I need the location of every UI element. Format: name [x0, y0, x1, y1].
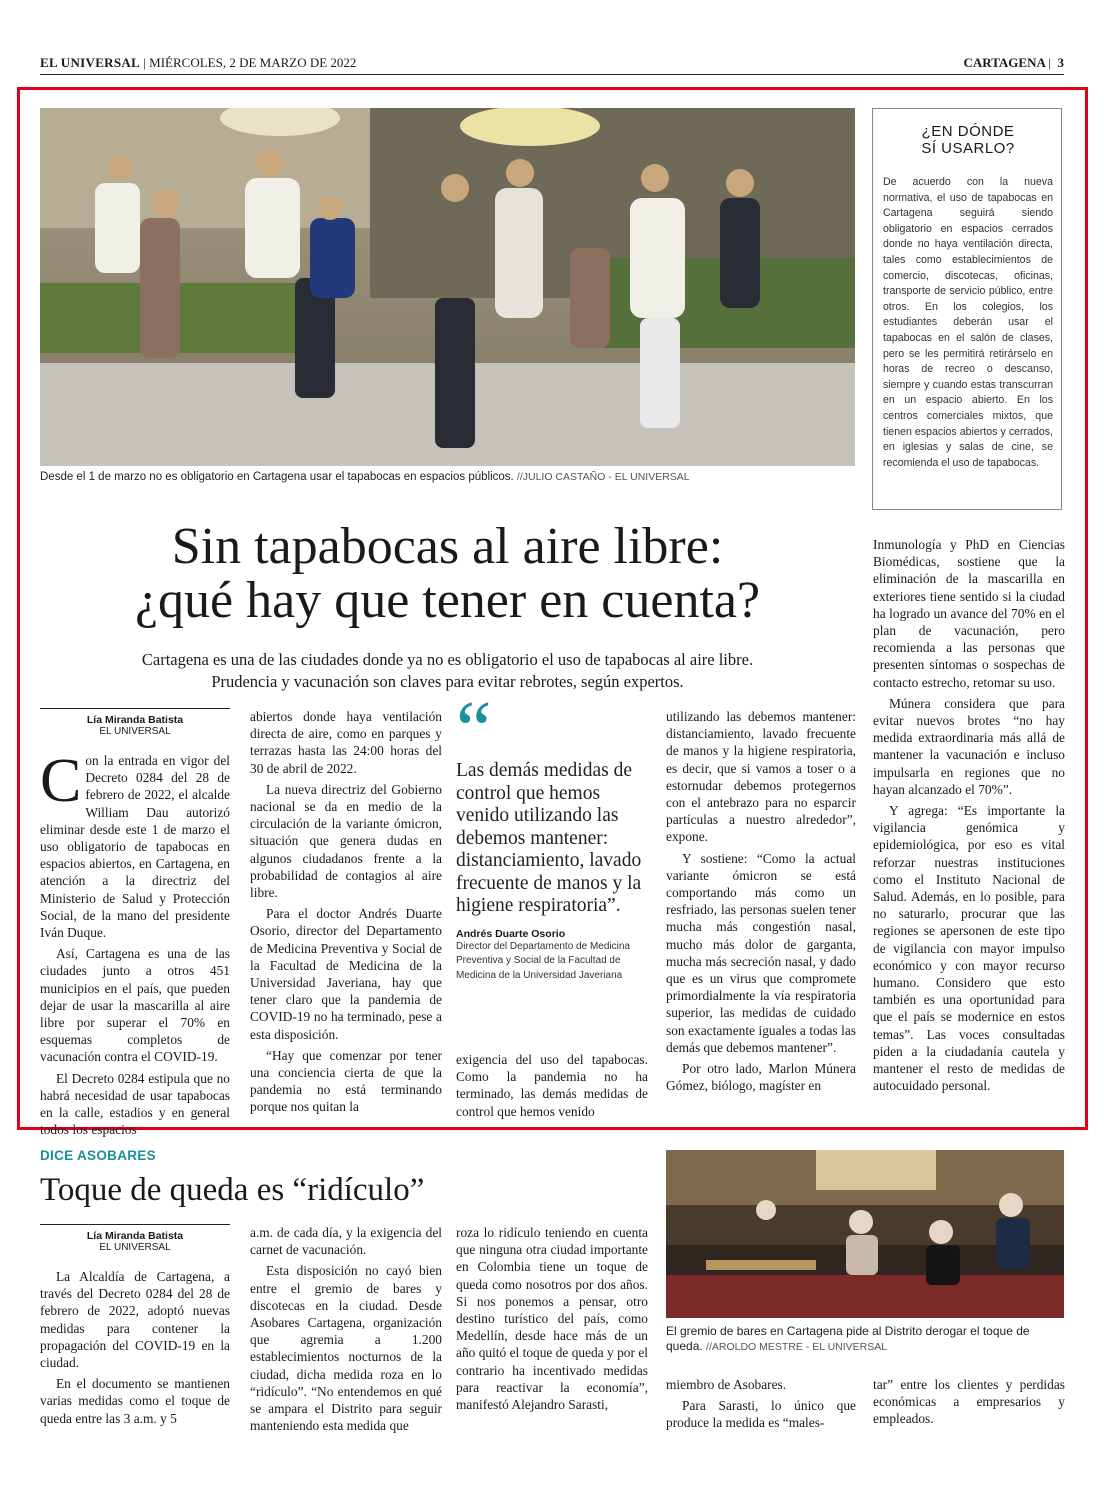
article-paragraph: exigencia del uso del tapabocas. Como la pandemia no ha terminado, las demás medidas de control que hemos venido — [456, 1052, 648, 1119]
article-paragraph — [40, 747, 230, 941]
byline-name: Lía Miranda Batista — [86, 1230, 184, 1242]
main-column-5 — [873, 536, 1065, 1099]
sidebox-title-line2: SÍ USARLO? — [921, 140, 1015, 157]
sidebox-title-line1: ¿EN DÓNDE — [921, 123, 1015, 140]
article-paragraph: En el documento se mantienen varias medidas como el toque de queda entre las 3 a.m. y 5 — [40, 1376, 230, 1426]
deck-line1: Cartagena es una de las ciudades donde ya no es obligatorio el uso de tapabocas al aire libre. — [141, 650, 754, 669]
article-paragraph: El Decreto 0284 estipula que no habrá necesidad de usar tapabocas en la calle, estadios y en general todos los espacios — [40, 1070, 230, 1138]
article-paragraph: Por otro lado, Marlon Múnera Gómez, biólogo, magíster en — [666, 1061, 856, 1094]
page-number: 3 — [1057, 55, 1064, 70]
second-headline: Toque de queda es “ridículo” — [40, 1172, 425, 1208]
pull-quote-block — [456, 686, 651, 983]
main-deck — [40, 649, 855, 693]
byline-paper: EL UNIVERSAL — [99, 726, 171, 737]
sidebox-body: De acuerdo con la nueva normativa, el uso de tapabocas en Cartagena seguirá siendo obligatorio en espacios cerrados donde no haya ventilación directa, tales como establecimientos de comercio, discotecas, oficinas, transporte de servicio público, entre otros. En los colegios, los estudiantes deberán usar el tapabocas en el salón de clases, pero se les permitirá retirárselo en horas de recreo o descanso, siempre y cuando estas transcurran en un espacio abierto. En los centros comerciales mixtos, que tienen espacios abiertos y cerrados, en iglesias y salas de cine, se recomienda el uso de tapabocas. — [883, 176, 1053, 469]
article-paragraph: Y sostiene: “Como la actual variante ómicron se está comportando más como un resfriado, las personas suelen tener mucha más congestión nasal, mucho más dolor de garganta, mucha más secreción nasal, y dado que es un virus que compromete primordialmente la vía respiratoria superior, las medidas de cuidado son exactamente iguales a todas las demás que debemos mantener”. — [666, 850, 856, 1055]
main-photo — [40, 108, 855, 466]
newspaper-name: EL UNIVERSAL — [40, 55, 141, 70]
main-column-3 — [456, 1051, 648, 1124]
quote-author: Andrés Duarte Osorio — [456, 927, 566, 940]
main-headline — [40, 520, 855, 628]
sidebox-title — [883, 123, 1053, 157]
main-byline — [40, 708, 230, 738]
page-header — [40, 52, 1064, 75]
header-left: EL UNIVERSAL | MIÉRCOLES, 2 DE MARZO DE 2022 — [40, 55, 357, 70]
second-byline — [40, 1224, 230, 1254]
article-paragraph: La Alcaldía de Cartagena, a través del Decreto 0284 del 28 de febrero de 2022, adoptó nuevas medidas para contener la propagación del COVID-19 en la ciudad. — [40, 1269, 230, 1371]
article-paragraph: Para el doctor Andrés Duarte Osorio, director del Departamento de Medicina Preventiva y Social de la Facultad de Medicina de la Universidad Javeriana, hay que tener claro que la pandemia de COVID-19 no ha terminado, pese a esta disposición. — [250, 906, 442, 1042]
second-column-3 — [456, 1224, 648, 1417]
article-paragraph: Esta disposición no cayó bien entre el gremio de bares y discotecas en la ciudad. Desde Asobares Cartagena, organización que agremia a 1.200 establecimientos nocturnos de la ciudad, dicha medida roza en lo “ridículo”. “No entendemos en qué se ampara el Distrito para seguir manteniendo esta medida que — [250, 1263, 442, 1434]
article-paragraph: tar” entre los clientes y perdidas económicas a empresarios y empleados. — [873, 1377, 1065, 1427]
caption-text: Desde el 1 de marzo no es obligatorio en Cartagena usar el tapabocas en espacios públicos. — [40, 471, 514, 483]
paragraph-text: on la entrada en vigor del Decreto 0284 del 28 de febrero de 2022, el alcalde William Dau autorizó eliminar desde este 1 de marzo el uso obligatorio de tapabocas en espacios abiertos, en Cartagena, en atención a la directriz del Ministerio de Salud y Protección Social, de la mano del presidente Iván Duque. — [40, 753, 230, 941]
header-right: CARTAGENA | 3 — [963, 55, 1064, 70]
deck-line2: Prudencia y vacunación son claves para evitar rebrotes, según expertos. — [211, 672, 684, 691]
drop-cap: C — [40, 747, 82, 815]
article-paragraph: utilizando las debemos mantener: distanciamiento, lavado frecuente de manos y la higiene respiratoria, es decir, que si vamos a toser o a estornudar debemos protegernos con el antebrazo para no esparcir partículas a nuestro alrededor”, expone. — [666, 709, 856, 845]
byline-name: Lía Miranda Batista — [86, 714, 184, 726]
article-paragraph: roza lo ridículo teniendo en cuenta que ninguna otra ciudad importante en Colombia tiene un toque de queda como nosotros por dos años. Si nos ponemos a pensar, otro destino turístico del país, como Medellín, desde hace más de un año quitó el toque de queda y por el contrario ha incentivado medidas para reactivar la economía”, manifestó Alejandro Sarasti, — [456, 1225, 648, 1413]
article-paragraph: Múnera considera que para evitar nuevos brotes “no hay medida extraordinaria más allá de mantener la vacunación e incluso impulsarla en regiones que no hayan alcanzado el 70%”. — [873, 695, 1065, 797]
bar-photo — [666, 1150, 1064, 1318]
second-column-5 — [873, 1376, 1065, 1432]
article-paragraph: “Hay que comenzar por tener una conciencia cierta de que la pandemia no está terminando porque nos quitan la — [250, 1047, 442, 1115]
article-paragraph: Inmunología y PhD en Ciencias Biomédicas, sostiene que la eliminación de la mascarilla en exteriores tiene sentido si la ciudad ha logrado un avance del 70% en el plan de vacunación, pero recomienda a las personas que presenten síntomas o sospechas de contacto estrecho, retomar su uso. — [873, 537, 1065, 690]
info-sidebox — [872, 108, 1062, 510]
byline-paper: EL UNIVERSAL — [99, 1242, 171, 1253]
main-column-4 — [666, 708, 856, 1098]
article-paragraph: La nueva directriz del Gobierno nacional se da en medio de la circulación de la variante ómicron, situación que genera dudas en algunos ciudadanos frente a la probabilidad de contagios al aire libre. — [250, 781, 442, 901]
article-paragraph: miembro de Asobares. — [666, 1377, 787, 1392]
caption-text: El gremio de bares en Cartagena pide al Distrito derogar el toque de queda. — [666, 1324, 1030, 1353]
quote-mark-icon: “ — [456, 686, 492, 774]
bar-photo-caption — [666, 1324, 1066, 1355]
main-photo-caption — [40, 471, 690, 483]
main-column-2 — [250, 708, 442, 1120]
second-column-2 — [250, 1224, 442, 1438]
issue-date: MIÉRCOLES, 2 DE MARZO DE 2022 — [149, 55, 357, 70]
second-column-1 — [40, 1224, 230, 1431]
second-column-4 — [666, 1376, 856, 1436]
quote-author-title: Director del Departamento de Medicina Preventiva y Social de la Facultad de Medicina de la Universidad Javeriana — [456, 940, 630, 981]
main-column-1 — [40, 708, 230, 1142]
headline-line2: ¿qué hay que tener en cuenta? — [134, 572, 761, 629]
article-paragraph: Para Sarasti, lo único que produce la medida es “males- — [666, 1398, 856, 1431]
section-name: CARTAGENA — [963, 55, 1046, 70]
article-paragraph: a.m. de cada día, y la exigencia del carnet de vacunación. — [250, 1225, 442, 1258]
photo-credit: //AROLDO MESTRE - EL UNIVERSAL — [706, 1341, 888, 1353]
headline-line1: Sin tapabocas al aire libre: — [171, 518, 724, 575]
photo-credit: //JULIO CASTAÑO - EL UNIVERSAL — [516, 471, 690, 483]
article-paragraph: Así, Cartagena es una de las ciudades junto a otros 451 municipios en el país, que pueden dejar de usar la mascarilla al aire libre por superar el 70% en esquemas completos de vacunación contra el COVID-19. — [40, 946, 230, 1065]
section-tag: DICE ASOBARES — [40, 1148, 156, 1163]
pull-quote: Las demás medidas de control que hemos venido utilizando las debemos mantener: distanciamiento, lavado frecuente de manos y la higiene respiratoria”. — [456, 760, 642, 916]
article-paragraph: Y agrega: “Es importante la vigilancia genómica y epidemiológica, por eso es vital reforzar nuestras instituciones como el Instituto Nacional de Salud. Además, en lo posible, para no saturarlo, procurar que las regiones se apersonen de este tipo de vigilancia con mayor impulso económico y con mayor recurso humano. Considero que esto también es una oportunidad para que el país se modernice en estos temas”. Las voces consultadas piden a la ciudadanía cautela y mantener el resto de medidas de autocuidado personal. — [873, 803, 1065, 1094]
article-paragraph: abiertos donde haya ventilación directa de aire, como en parques y terrazas hasta las 24:00 horas del 30 de abril de 2022. — [250, 709, 442, 776]
